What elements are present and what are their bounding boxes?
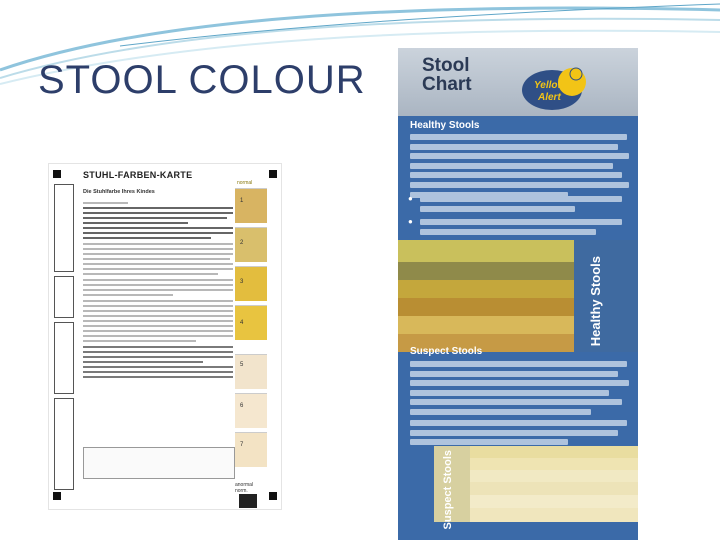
healthy-stools-heading: Healthy Stools <box>410 120 480 131</box>
suspect-swatch <box>470 470 638 482</box>
card-swatch-6 <box>235 393 267 428</box>
card-side-form <box>52 184 74 494</box>
suspect-swatches <box>470 446 638 522</box>
card-instruction-text <box>83 202 233 381</box>
healthy-swatch <box>398 240 574 262</box>
suspect-stools-text <box>410 361 636 449</box>
side-form-box <box>54 398 74 490</box>
healthy-stools-vertical-label: Healthy Stools <box>588 256 603 347</box>
slide-title: STOOL COLOUR <box>38 58 366 102</box>
suspect-swatch <box>470 482 638 495</box>
bullet-icon: ● <box>408 194 413 203</box>
healthy-stools-tab <box>574 240 638 352</box>
healthy-swatch <box>398 280 574 298</box>
suspect-stools-vertical-label: Suspect Stools <box>442 450 454 530</box>
registration-marker <box>269 492 277 500</box>
breastfed-bullet-text <box>420 196 630 215</box>
registration-marker <box>269 170 277 178</box>
suspect-swatch <box>470 458 638 470</box>
card-swatch-number: 7 <box>240 442 244 448</box>
card-swatch-1 <box>235 188 267 223</box>
bullet-icon: ● <box>408 217 413 226</box>
yellow-alert-logo <box>510 64 600 112</box>
suspect-swatch <box>470 446 638 458</box>
healthy-swatch <box>398 262 574 280</box>
side-form-box <box>54 276 74 318</box>
card-swatch-7 <box>235 432 267 467</box>
card-swatch-number: 2 <box>240 240 244 246</box>
card-note-box <box>83 447 235 479</box>
suspect-swatch <box>470 508 638 522</box>
logo-text: Alert <box>538 92 561 103</box>
healthy-swatches <box>398 240 574 352</box>
card-swatch-number: 4 <box>240 320 244 326</box>
card-subtitle: Die Stuhlfarbe Ihres Kindes <box>83 189 155 195</box>
card-abnormal-label: anormal norm. <box>235 482 254 494</box>
healthy-swatch <box>398 316 574 334</box>
bottlefed-bullet-text <box>420 219 630 238</box>
card-swatch-5 <box>235 354 267 389</box>
card-title: STUHL-FARBEN-KARTE <box>83 170 193 180</box>
card-normal-label: normal <box>237 180 253 186</box>
card-swatch-number: 6 <box>240 403 244 409</box>
suspect-swatch <box>470 495 638 508</box>
qr-code <box>239 494 257 508</box>
logo-text: Yellow <box>534 80 566 91</box>
card-swatch-number: 3 <box>240 279 244 285</box>
healthy-swatch <box>398 298 574 316</box>
stool-chart-poster-image <box>398 48 638 540</box>
card-swatch-number: 5 <box>240 362 244 368</box>
registration-marker <box>53 170 61 178</box>
stool-color-card-image <box>48 163 282 510</box>
healthy-stools-text <box>410 134 636 201</box>
side-form-box <box>54 322 74 394</box>
card-swatch-number: 1 <box>240 198 244 204</box>
poster-title: Stool Chart <box>422 55 472 95</box>
side-form-box <box>54 184 74 272</box>
suspect-stools-heading: Suspect Stools <box>410 346 483 357</box>
